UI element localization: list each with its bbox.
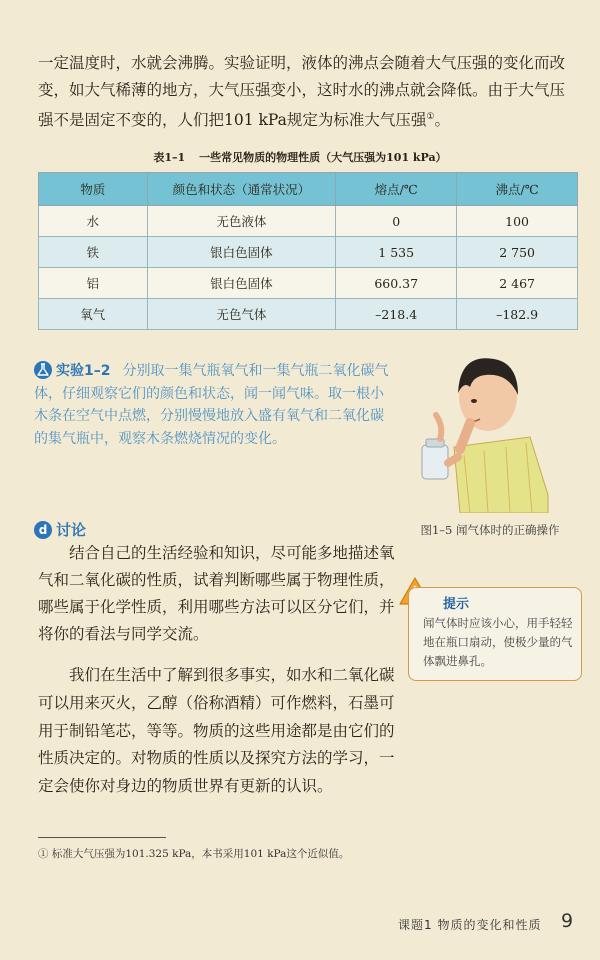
table-caption xyxy=(0,149,600,165)
footnote-divider xyxy=(38,837,166,838)
discussion-heading-block xyxy=(34,519,86,540)
body-paragraph: 我们在生活中了解到很多事实，如水和二氧化碳可以用来灭火，乙醇（俗称酒精）可作燃料，石墨可用于制铅笔芯，等等。物质的这些用途都是由它们的性质决定的。对物质的性质以及探究方法的学习，一定会使你对身边的物质世界有更新的认识。 xyxy=(38,666,395,796)
figure-caption: 图1–5 闻气体时的正确操作 xyxy=(420,523,560,537)
physical-properties-table xyxy=(38,172,578,330)
discussion-text: 结合自己的生活经验和知识，尽可能多地描述氧气和二氧化碳的性质，试着判断哪些属于物理性质，哪些属于化学性质，利用哪些方法可以区分它们，并将你的看法与同学交流。 xyxy=(38,544,395,643)
intro-text: 一定温度时，水就会沸腾。实验证明，液体的沸点会随着大气压强的变化而改变，如大气稀薄的地方，大气压强变小，这时水的沸点就会降低。由于大气压强不是固定不变的，人们把101 kPa规定为标准大气压强 xyxy=(38,54,566,130)
cell-melting: –218.4 xyxy=(336,299,457,330)
cell-state: 银白色固体 xyxy=(147,237,336,268)
table-row xyxy=(39,206,578,237)
page-number: 9 xyxy=(561,910,574,932)
footnote: ① 标准大气压强为101.325 kPa，本书采用101 kPa这个近似值。 xyxy=(38,848,350,860)
cell-state: 无色气体 xyxy=(147,299,336,330)
cell-substance: 铁 xyxy=(39,237,148,268)
cell-boiling: 2 467 xyxy=(457,268,578,299)
table-title: 一些常见物质的物理性质（大气压强为101 kPa） xyxy=(199,151,447,164)
cell-substance: 氧气 xyxy=(39,299,148,330)
tip-heading: 提示 xyxy=(443,597,470,612)
cell-melting: 660.37 xyxy=(336,268,457,299)
experiment-block xyxy=(34,360,396,450)
table-row xyxy=(39,268,578,299)
table-number: 表1–1 xyxy=(153,151,186,164)
header-melting-point: 熔点/℃ xyxy=(336,173,457,206)
cell-melting: 0 xyxy=(336,206,457,237)
experiment-paragraph xyxy=(34,360,396,450)
header-boiling-point: 沸点/℃ xyxy=(457,173,578,206)
discussion-icon: d xyxy=(34,521,52,539)
running-title: 课题1 物质的变化和性质 xyxy=(398,918,542,932)
table-header-row xyxy=(39,173,578,206)
cell-substance: 水 xyxy=(39,206,148,237)
intro-paragraph: 一定温度时，水就会沸腾。实验证明，液体的沸点会随着大气压强的变化而改变，如大气稀薄的地方，大气压强变小，这时水的沸点就会降低。由于大气压强不是固定不变的，人们把101 kPa规定为标准大气压强①。 xyxy=(38,54,566,130)
flask-icon xyxy=(34,361,52,379)
cell-state: 无色液体 xyxy=(147,206,336,237)
table-row xyxy=(39,299,578,330)
cell-substance: 铝 xyxy=(39,268,148,299)
header-color-state: 颜色和状态（通常状况） xyxy=(147,173,336,206)
cell-boiling: 100 xyxy=(457,206,578,237)
cell-boiling: 2 750 xyxy=(457,237,578,268)
cell-state: 银白色固体 xyxy=(147,268,336,299)
table-row xyxy=(39,237,578,268)
cell-boiling: –182.9 xyxy=(457,299,578,330)
tip-text: 闻气体时应该小心，用手轻轻地在瓶口扇动，使极少量的气体飘进鼻孔。 xyxy=(423,616,573,668)
discussion-heading: 讨论 xyxy=(56,521,87,539)
footnote-marker: ① xyxy=(426,112,435,122)
experiment-heading: 实验1–2 xyxy=(56,363,111,379)
boy-smelling-gas-illustration xyxy=(414,345,554,513)
cell-melting: 1 535 xyxy=(336,237,457,268)
header-substance: 物质 xyxy=(39,173,148,206)
tip-box xyxy=(408,587,582,681)
experiment-text: 分别取一集气瓶氧气和一集气瓶二氧化碳气体，仔细观察它们的颜色和状态，闻一闻气味。取一根小木条在空气中点燃，分别慢慢地放入盛有氧气和二氧化碳的集气瓶中，观察木条燃烧情况的变化。 xyxy=(34,363,389,447)
